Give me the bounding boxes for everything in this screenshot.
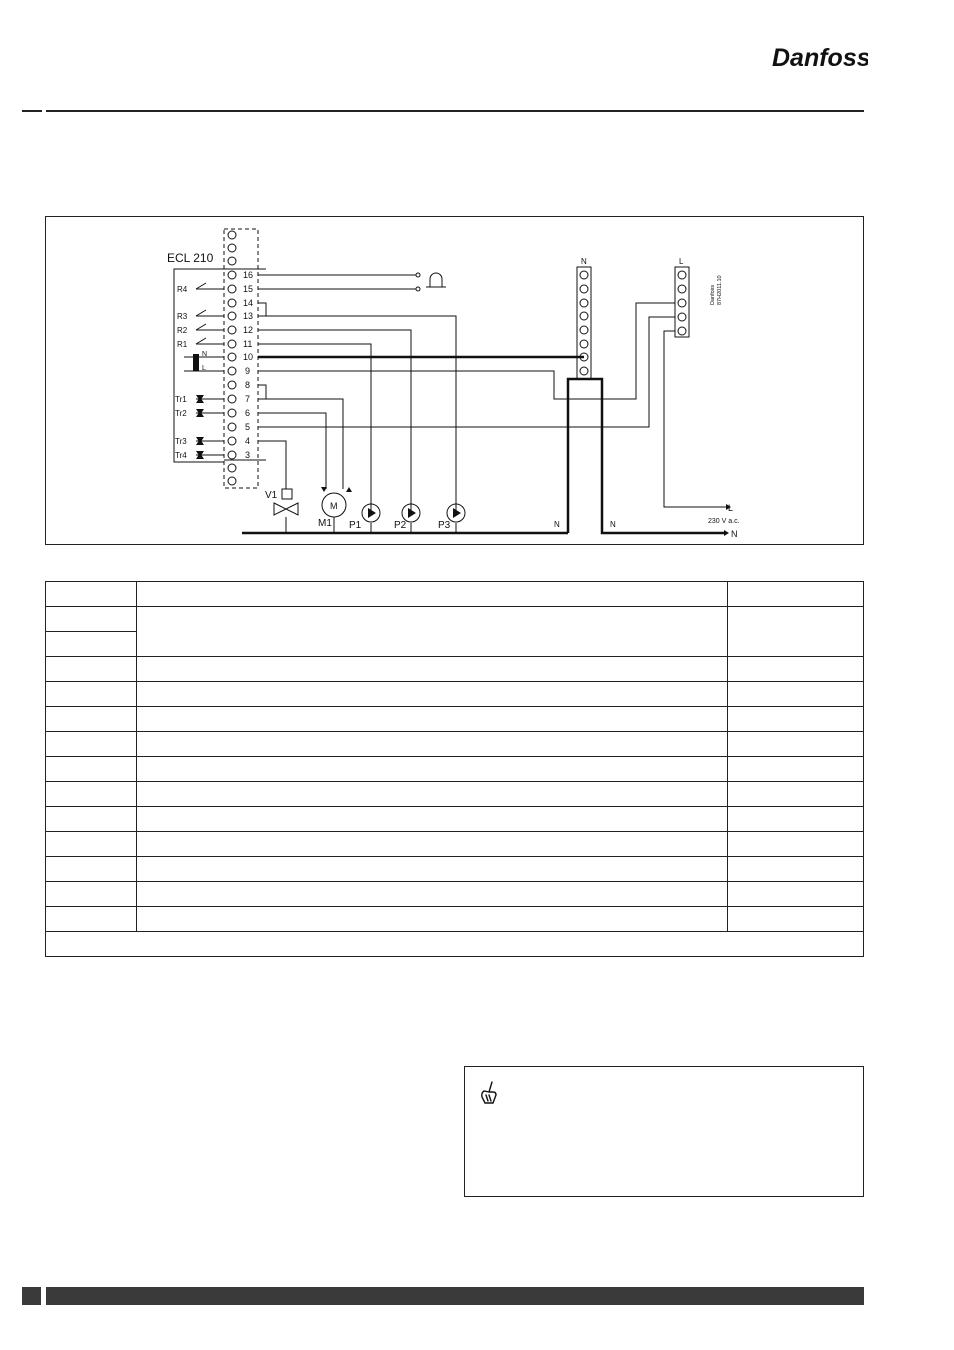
table-row xyxy=(46,582,864,607)
table-row xyxy=(46,732,864,757)
svg-text:Danfoss: Danfoss xyxy=(710,284,716,305)
svg-text:8: 8 xyxy=(245,380,251,390)
supply-mark-l: L xyxy=(202,365,206,372)
relay-labels xyxy=(177,285,188,349)
svg-text:R4: R4 xyxy=(177,285,188,294)
supply-mark-n: N xyxy=(202,351,208,358)
live-rail-label: L xyxy=(679,257,684,266)
svg-text:Tr1: Tr1 xyxy=(175,395,187,404)
svg-text:Tr3: Tr3 xyxy=(175,437,187,446)
alarm-horn-symbol xyxy=(430,273,442,287)
triac-symbols xyxy=(196,395,204,459)
table-row xyxy=(46,857,864,882)
svg-text:R1: R1 xyxy=(177,340,188,349)
table-row xyxy=(46,682,864,707)
supply-n-label: N xyxy=(731,529,738,539)
header-rule-short xyxy=(22,110,42,112)
motor-symbol-letter: M xyxy=(330,501,338,511)
neutral-label-left: N xyxy=(554,520,560,529)
svg-text:11: 11 xyxy=(243,339,253,349)
valve-body-right xyxy=(286,503,298,515)
valve-actuator xyxy=(282,489,292,499)
note-box xyxy=(464,1066,864,1197)
motor-open-arrow xyxy=(346,487,352,492)
svg-text:15: 15 xyxy=(243,284,254,294)
svg-text:R3: R3 xyxy=(177,312,188,321)
table-row xyxy=(46,807,864,832)
terminal-numbers xyxy=(243,270,253,460)
supply-voltage: 230 V a.c. xyxy=(708,518,740,525)
supply-l-label: L xyxy=(728,503,734,513)
svg-text:14: 14 xyxy=(243,298,254,308)
motor-label: M1 xyxy=(318,518,332,529)
svg-text:R2: R2 xyxy=(177,326,188,335)
table-row xyxy=(46,782,864,807)
live-rail-terminals xyxy=(678,271,686,335)
table-row xyxy=(46,707,864,732)
pump-p2-label: P2 xyxy=(394,520,407,531)
footer-page-tab xyxy=(22,1287,41,1305)
table-row xyxy=(46,657,864,682)
triac-labels xyxy=(175,395,187,460)
neutral-rail xyxy=(577,267,591,379)
svg-text:Tr2: Tr2 xyxy=(175,409,187,418)
connection-table xyxy=(45,581,864,957)
table-row xyxy=(46,882,864,907)
pump-p1-label: P1 xyxy=(349,520,362,531)
logo-wordmark: Danfoss xyxy=(772,44,868,72)
valve-body-left xyxy=(274,503,286,515)
valve-label: V1 xyxy=(265,490,278,501)
svg-text:9: 9 xyxy=(245,366,251,376)
pump-p3-label: P3 xyxy=(438,520,451,531)
drawing-reference xyxy=(710,275,723,305)
svg-text:10: 10 xyxy=(243,352,254,362)
neutral-rail-label: N xyxy=(581,257,587,266)
pointing-hand-icon xyxy=(477,1079,501,1107)
svg-text:5: 5 xyxy=(245,422,251,432)
svg-text:13: 13 xyxy=(243,311,254,321)
danfoss-logo xyxy=(768,36,868,76)
wiring-diagram xyxy=(45,216,864,545)
table-footer-row xyxy=(46,932,864,957)
table-row xyxy=(46,832,864,857)
svg-text:Tr4: Tr4 xyxy=(175,451,187,460)
svg-text:4: 4 xyxy=(245,436,251,446)
motor-close-arrow xyxy=(321,487,327,492)
footer-bar xyxy=(46,1287,864,1305)
svg-text:87H2011.10: 87H2011.10 xyxy=(717,275,723,305)
svg-text:12: 12 xyxy=(243,325,254,335)
wiring-diagram-svg xyxy=(46,217,865,546)
header-rule xyxy=(46,110,864,112)
table-row xyxy=(46,907,864,932)
table-row xyxy=(46,607,864,632)
svg-text:16: 16 xyxy=(243,270,254,280)
svg-text:6: 6 xyxy=(245,408,251,418)
svg-text:7: 7 xyxy=(245,394,251,404)
controller-label: ECL 210 xyxy=(167,251,214,265)
neutral-label-right: N xyxy=(610,520,616,529)
table-row xyxy=(46,757,864,782)
svg-text:3: 3 xyxy=(245,450,251,460)
neutral-rail-terminals xyxy=(580,271,588,375)
